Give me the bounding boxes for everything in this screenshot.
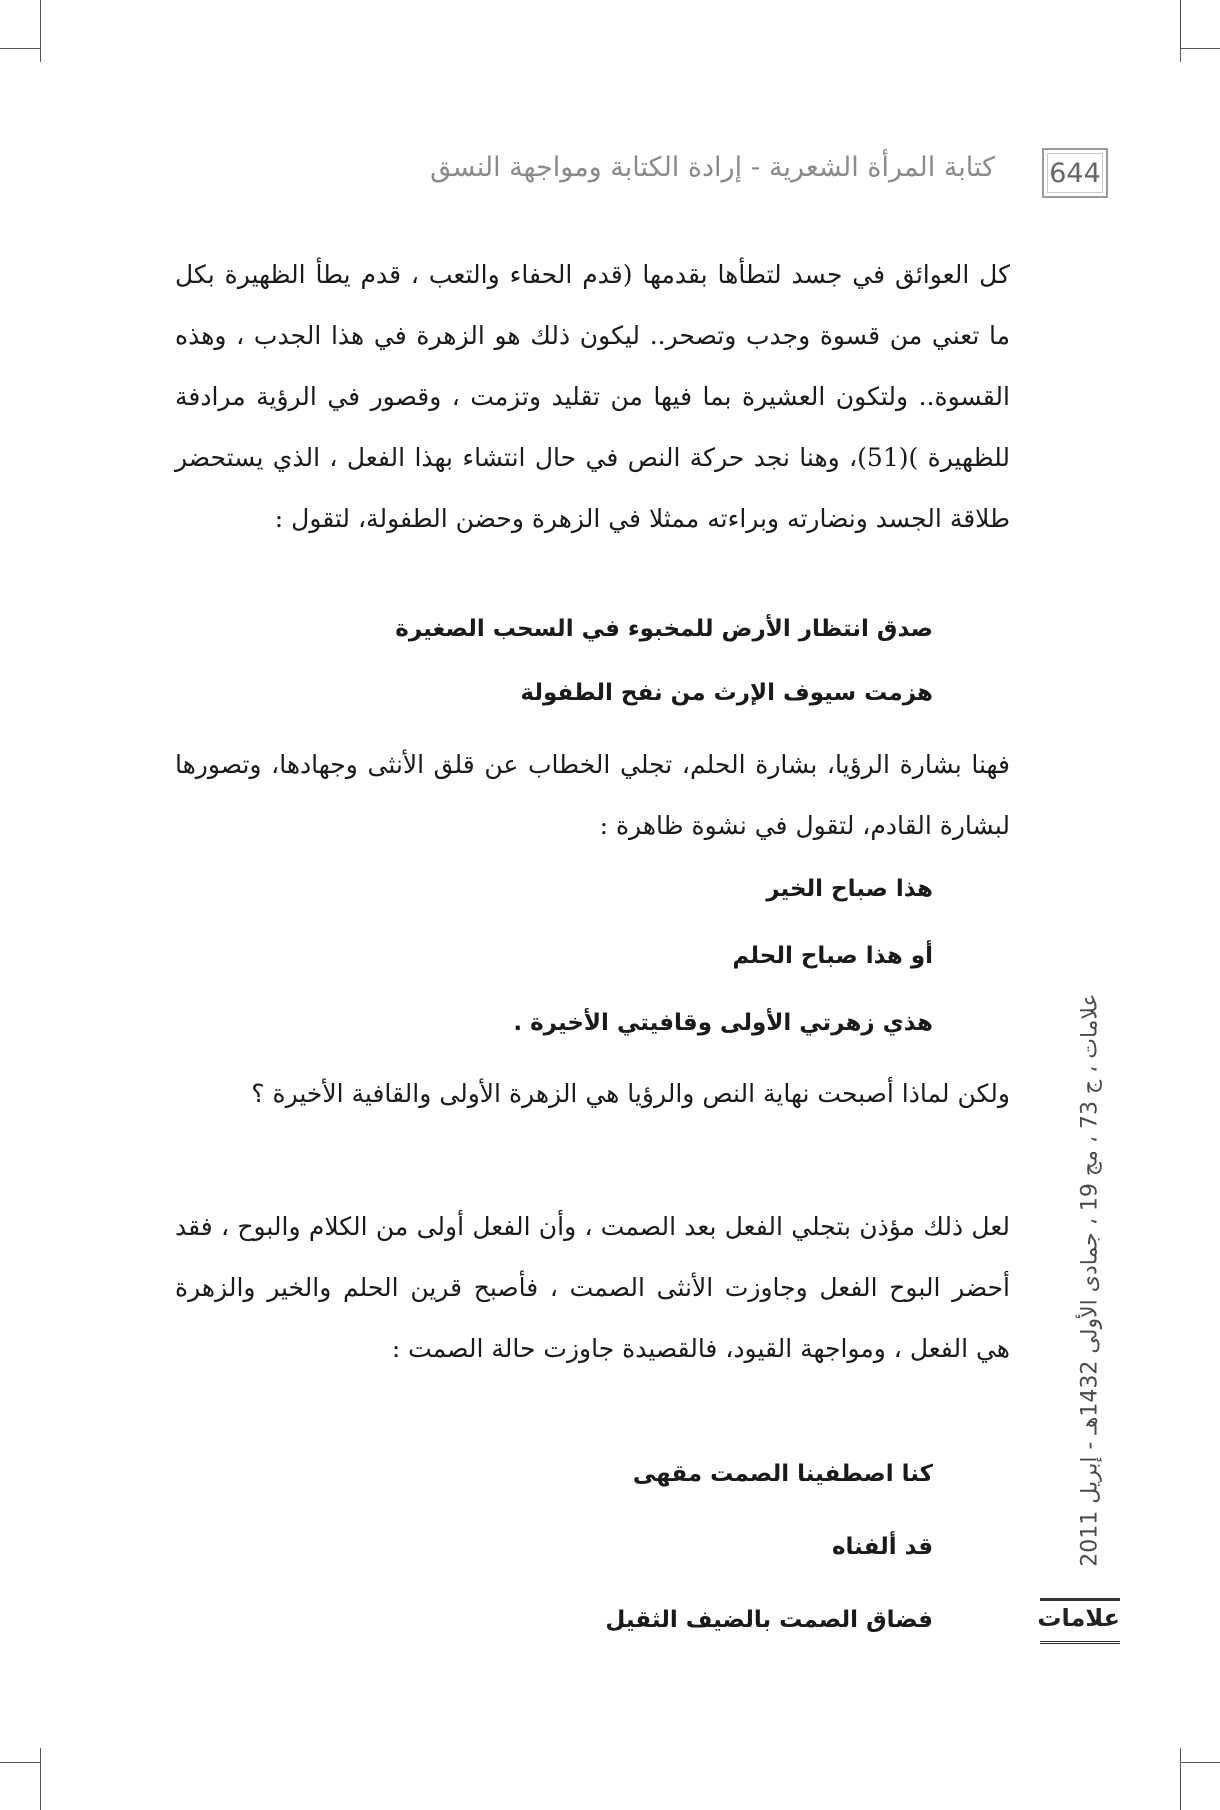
verse-line: هذا صباح الخير [766, 876, 933, 902]
crop-mark [1180, 48, 1220, 49]
verse-line: فضاق الصمت بالضيف الثقيل [605, 1607, 933, 1633]
journal-logo: علامات [1040, 1598, 1120, 1644]
paragraph: ولكن لماذا أصبحت نهاية النص والرؤيا هي الزهرة الأولى والقافية الأخيرة ؟ [251, 1079, 1010, 1108]
crop-mark [40, 0, 41, 62]
journal-info: علامات ، ج 73 ، مج 19 ، جمادى الأولى 1432هـ - إبريل 2011 [1077, 993, 1103, 1567]
crop-mark [1180, 1748, 1181, 1810]
verse-line: صدق انتظار الأرض للمخبوء في السحب الصغيرة [395, 616, 933, 642]
running-title: كتابة المرأة الشعرية - إرادة الكتابة ومواجهة النسق [430, 152, 995, 183]
verse-line: كنا اصطفينا الصمت مقهى [632, 1461, 933, 1487]
journal-sidebar [1065, 960, 1115, 1600]
verse-line: هذي زهرتي الأولى وقافيتي الأخيرة . [513, 1010, 933, 1036]
page-header [300, 138, 1120, 208]
verse-line: هزمت سيوف الإرث من نفح الطفولة [520, 680, 933, 706]
paragraph: لعل ذلك مؤذن بتجلي الفعل بعد الصمت ، وأن الفعل أولى من الكلام والبوح ، فقد أحضر البوح الفعل وجاوزت الأنثى الصمت ، فأصبح قرين الحلم والخير والزهرة هي الفعل ، ومواجهة القيود، فالقصيدة جاوزت حالة الصمت : [175, 1212, 1010, 1363]
paragraph: فهنا بشارة الرؤيا، بشارة الحلم، تجلي الخطاب عن قلق الأنثى وجهادها، وتصورها لبشارة القادم، لتقول في نشوة ظاهرة : [175, 750, 1010, 840]
crop-mark [40, 1748, 41, 1810]
crop-mark [1180, 0, 1181, 62]
verse-line: أو هذا صباح الحلم [732, 943, 933, 969]
crop-mark [1180, 1762, 1220, 1763]
crop-mark [0, 1762, 40, 1763]
page-number: 644 [1042, 148, 1108, 198]
crop-mark [0, 48, 40, 49]
paragraph: كل العوائق في جسد لتطأها بقدمها (قدم الحفاء والتعب ، قدم يطأ الظهيرة بكل ما تعني من قسوة وجدب وتصحر.. ليكون ذلك هو الزهرة في هذا الجدب ، وهذه القسوة.. ولتكون العشيرة بما فيها من تقليد وتزمت ، وقصور في الرؤية مرادفة للظهيرة )(51)، وهنا نجد حركة النص في حال انتشاء بهذا الفعل ، الذي يستحضر طلاقة الجسد ونضارته وبراءته ممثلا في الزهرة وحضن الطفولة، لتقول : [175, 260, 1010, 533]
verse-line: قد ألفناه [831, 1534, 933, 1560]
